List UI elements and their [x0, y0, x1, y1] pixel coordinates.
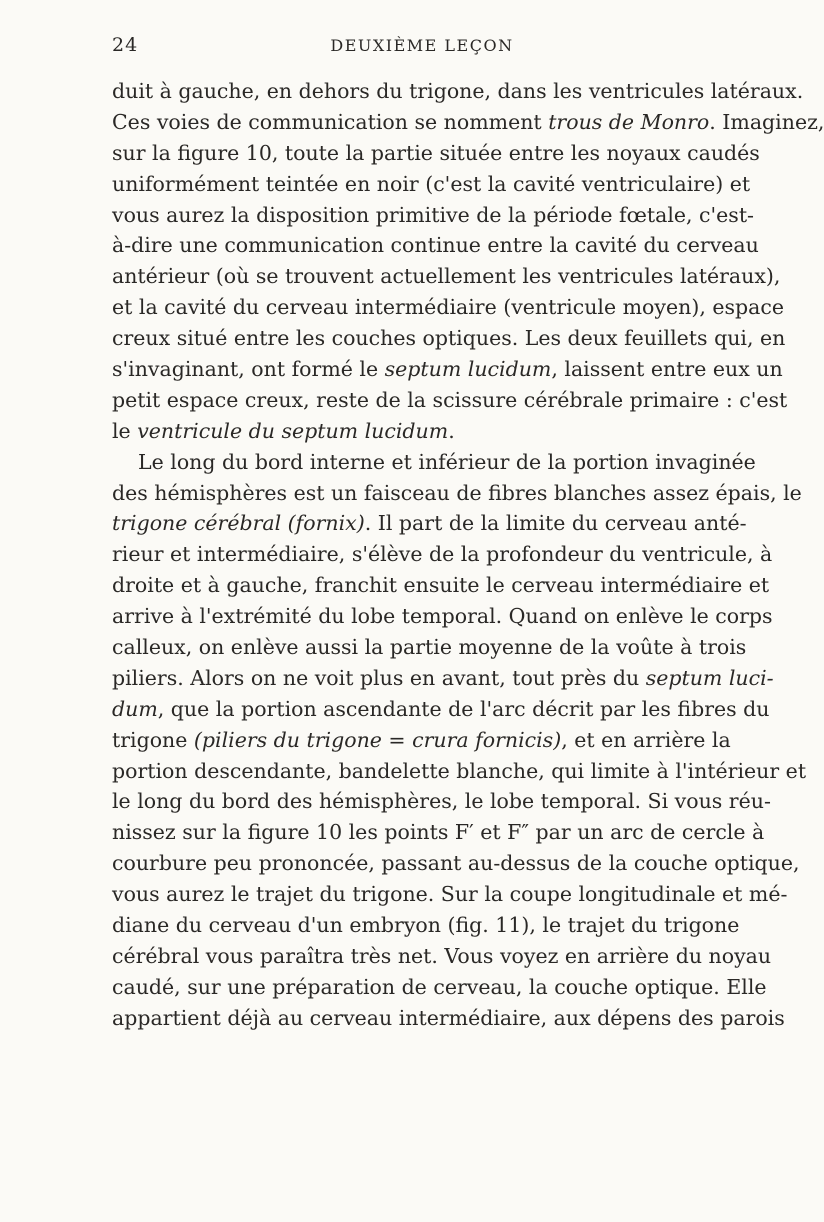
text-segment: Ces voies de communication se nomment — [112, 109, 549, 134]
text-segment: . Il part de la limite du cerveau anté- — [364, 511, 747, 536]
text-segment: uniformément teintée en noir (c'est la cavité ventriculaire) et — [112, 171, 751, 196]
text-segment: vous aurez le trajet du trigone. Sur la coupe longitudinale et mé- — [112, 882, 788, 907]
text-segment: , et en arrière la — [561, 727, 731, 752]
text-line — [112, 601, 773, 632]
text-line — [112, 570, 770, 601]
text-segment: trigone — [112, 727, 194, 752]
text-line — [112, 941, 772, 972]
text-segment: . — [448, 418, 455, 443]
text-segment: sur la figure 10, toute la partie située entre les noyaux caudés — [112, 140, 760, 165]
text-line — [112, 416, 729, 447]
body-text — [112, 76, 824, 1034]
text-line — [112, 910, 740, 941]
italic-text: dum — [112, 696, 158, 721]
text-segment: Le long du bord interne et inférieur de la portion invaginée — [138, 449, 756, 474]
text-line — [112, 848, 800, 879]
text-line — [112, 292, 784, 323]
text-segment: et la cavité du cerveau intermédiaire (ventricule moyen), espace — [112, 295, 784, 320]
text-line — [112, 694, 770, 725]
text-segment: droite et à gauche, franchit ensuite le cerveau intermédiaire et — [112, 573, 770, 598]
page-header — [112, 34, 732, 62]
text-segment: diane du cerveau d'un embryon (fig. 11), le trajet du trigone — [112, 913, 740, 938]
text-line — [112, 169, 751, 200]
italic-text: ventricule du septum lucidum — [137, 418, 449, 443]
text-segment: portion descendante, bandelette blanche, qui limite à l'intérieur et — [112, 758, 807, 783]
text-segment: s'invaginant, ont formé le — [112, 357, 385, 382]
text-line — [112, 354, 783, 385]
text-line — [112, 447, 756, 478]
text-line — [112, 972, 767, 1003]
italic-text: septum lucidum — [384, 357, 552, 382]
text-segment: nissez sur la figure 10 les points F′ et F″ par un arc de cercle à — [112, 820, 765, 845]
text-segment: courbure peu prononcée, passant au-dessus de la couche optique, — [112, 851, 800, 876]
italic-text: trigone cérébral (fornix) — [112, 511, 365, 536]
text-segment: calleux, on enlève aussi la partie moyenne de la voûte à trois — [112, 635, 747, 660]
italic-text: (piliers du trigone = crura fornicis) — [193, 727, 562, 752]
text-segment: petit espace creux, reste de la scissure cérébrale primaire : c'est — [112, 387, 788, 412]
italic-text: trous de Monro — [548, 109, 710, 134]
italic-text: septum luci- — [645, 665, 774, 690]
text-segment: creux situé entre les couches optiques. Les deux feuillets qui, en — [112, 326, 786, 351]
page-number: 24 — [112, 34, 139, 56]
running-title: DEUXIÈME LEÇON — [330, 36, 514, 55]
text-line — [112, 632, 747, 663]
text-line — [112, 508, 747, 539]
text-segment: cérébral vous paraîtra très net. Vous voyez en arrière du noyau — [112, 943, 772, 968]
text-segment: le long du bord des hémisphères, le lobe temporal. Si vous réu- — [112, 789, 771, 814]
text-segment: , laissent entre eux un — [551, 357, 783, 382]
text-segment: à-dire une communication continue entre la cavité du cerveau — [112, 233, 759, 258]
text-segment: , que la portion ascendante de l'arc décrit par les fibres du — [157, 696, 770, 721]
text-line — [112, 1003, 785, 1034]
text-line — [112, 786, 771, 817]
text-segment: appartient déjà au cerveau intermédiaire, aux dépens des parois — [112, 1005, 785, 1030]
text-line — [112, 261, 781, 292]
text-segment: vous aurez la disposition primitive de la période fœtale, c'est- — [112, 202, 754, 227]
text-segment: . Imaginez, — [709, 109, 824, 134]
text-segment: antérieur (où se trouvent actuellement les ventricules latéraux), — [112, 264, 781, 289]
text-segment: piliers. Alors on ne voit plus en avant, tout près du — [112, 665, 646, 690]
text-line — [112, 478, 802, 509]
text-segment: le — [112, 418, 138, 443]
text-segment: duit à gauche, en dehors du trigone, dans les ventricules latéraux. — [112, 79, 804, 103]
text-segment: des hémisphères est un faisceau de fibres blanches assez épais, le — [112, 480, 802, 505]
text-line — [112, 725, 729, 756]
text-segment: caudé, sur une préparation de cerveau, la couche optique. Elle — [112, 974, 767, 999]
text-line — [112, 385, 788, 416]
text-line — [112, 817, 765, 848]
text-line — [112, 76, 804, 107]
text-line — [112, 200, 754, 231]
text-line — [112, 756, 807, 787]
text-line — [112, 539, 773, 570]
text-segment: rieur et intermédiaire, s'élève de la profondeur du ventricule, à — [112, 542, 773, 567]
text-line — [112, 138, 760, 169]
text-line — [112, 323, 786, 354]
text-segment: arrive à l'extrémité du lobe temporal. Quand on enlève le corps — [112, 604, 773, 629]
text-line — [112, 879, 788, 910]
text-line — [112, 230, 759, 261]
text-line — [112, 107, 824, 138]
text-line — [112, 663, 774, 694]
